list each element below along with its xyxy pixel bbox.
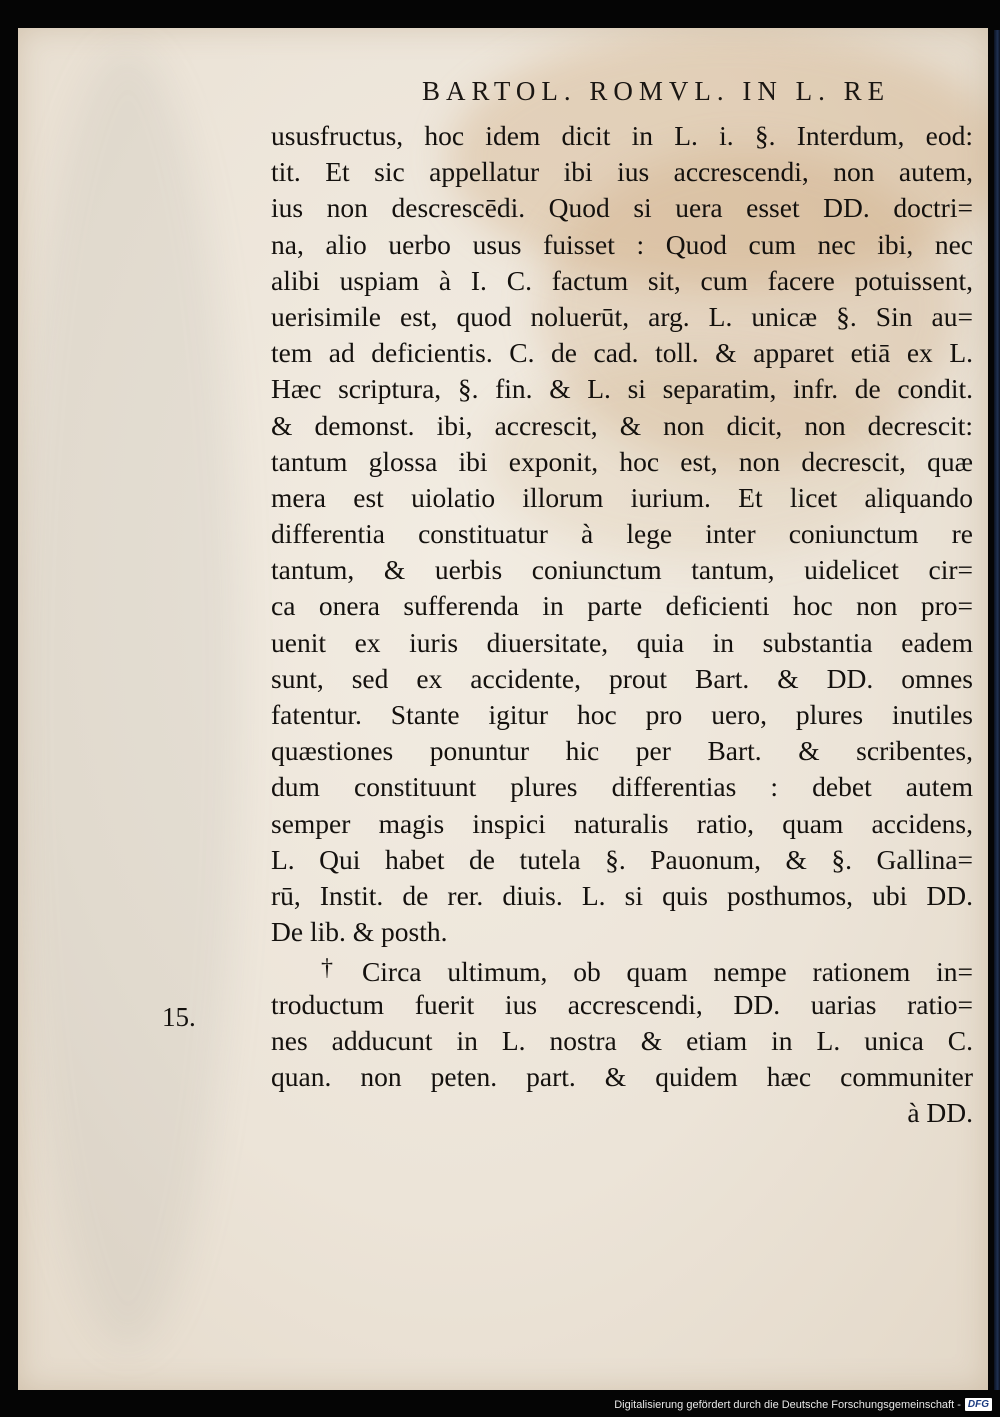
text-line: ususfructus, hoc idem dicit in L. i. §. Interdum, eod: (271, 120, 973, 151)
text-line: tantum glossa ibi exponit, hoc est, non decrescit, quæ (271, 445, 973, 477)
text-line: dum constituunt plures differentias : debet autem (271, 771, 973, 803)
digitization-credit (614, 1398, 992, 1411)
running-head: BARTOL. ROMVL. IN L. RE (422, 76, 891, 106)
text-line: differentia constituatur à lege inter coniunctum re (271, 518, 973, 550)
text-line: tem ad deficientis. C. de cad. toll. & apparet etiā ex L. (271, 337, 973, 369)
body-text (271, 118, 973, 1131)
text-line: nes adducunt in L. nostra & etiam in L. unica C. (271, 1024, 973, 1056)
text-line: ius non descrescēdi. Quod si uera esset DD. doctri= (271, 192, 973, 224)
scan-edge (994, 30, 1000, 1390)
dfg-logo: DFG (965, 1398, 992, 1411)
text-line: fatentur. Stante igitur hoc pro uero, plures inutiles (271, 699, 973, 730)
text-line: tit. Et sic appellatur ibi ius accrescendi, non autem, (271, 156, 973, 188)
text-line: troductum fuerit ius accrescendi, DD. uarias ratio= (271, 988, 973, 1020)
text-line: Hæc scriptura, §. fin. & L. si separatim, infr. de condit. (271, 373, 973, 405)
text-line: tantum, & uerbis coniunctum tantum, uidelicet cir= (271, 554, 973, 586)
text-line: quæstiones ponuntur hic per Bart. & scribentes, (271, 735, 973, 767)
text-line: uerisimile est, quod noluerūt, arg. L. unicæ §. Sin au= (271, 300, 973, 332)
text-line: quan. non peten. part. & quidem hæc communiter (271, 1060, 973, 1092)
dagger-mark: † (321, 955, 352, 982)
text-line: na, alio uerbo usus fuisset : Quod cum nec ibi, nec (271, 228, 973, 260)
text-line: semper magis inspici naturalis ratio, quam accidens, (271, 807, 973, 839)
text-line: L. Qui habet de tutela §. Pauonum, & §. Gallina= (271, 843, 973, 875)
credit-text: Digitalisierung gefördert durch die Deutsche Forschungsgemeinschaft - (614, 1398, 961, 1411)
text-line: Circa ultimum, ob quam nempe rationem in= (361, 956, 974, 988)
text-line: alibi uspiam à I. C. factum sit, cum facere potuissent, (271, 264, 973, 296)
text-line: mera est uiolatio illorum iurium. Et licet aliquando (271, 481, 973, 513)
catchword: à DD. (907, 1097, 973, 1129)
book-page (18, 28, 988, 1390)
page-shadow (18, 48, 238, 1348)
text-line: uenit ex iuris diuersitate, quia in substantia eadem (271, 626, 973, 658)
text-line: rū, Instit. de rer. diuis. L. si quis posthumos, ubi DD. (271, 879, 973, 911)
text-line: & demonst. ibi, accrescit, & non dicit, non decrescit: (271, 409, 973, 441)
text-line: sunt, sed ex accidente, prout Bart. & DD. omnes (271, 662, 973, 694)
text-line: De lib. & posth. (271, 916, 448, 948)
paragraph-first-line (271, 950, 973, 986)
margin-number: 15. (162, 1002, 196, 1032)
text-line: ca onera sufferenda in parte deficienti hoc non pro= (271, 590, 973, 622)
